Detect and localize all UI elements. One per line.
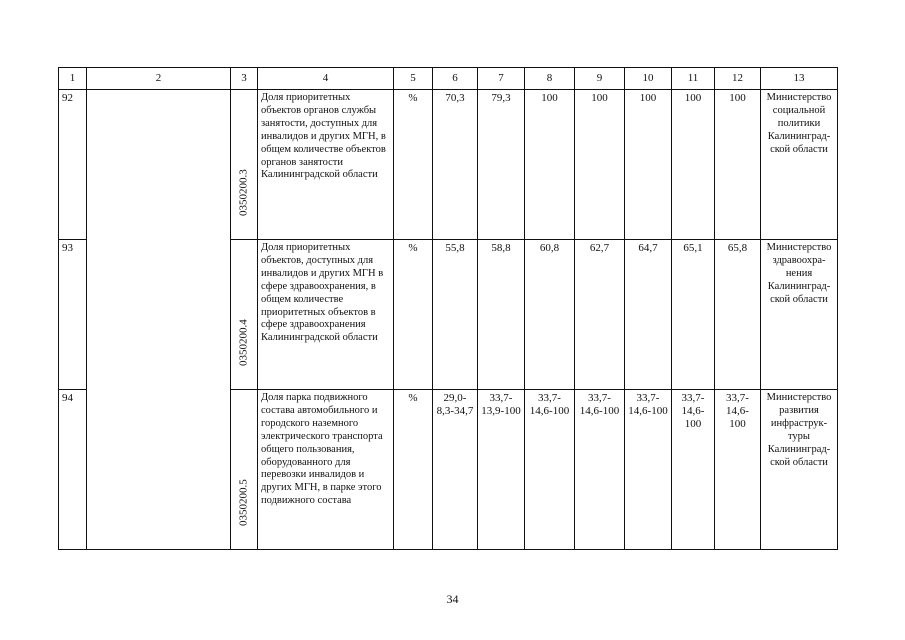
row-code: 0350200.4 bbox=[237, 319, 250, 366]
value-cell: 55,8 bbox=[433, 240, 478, 390]
header-cell: 4 bbox=[258, 68, 394, 90]
row-code: 0350200.3 bbox=[237, 169, 250, 216]
header-cell: 12 bbox=[715, 68, 761, 90]
responsible-cell: Министерство здравоохра-нения Калининград-ской области bbox=[761, 240, 838, 390]
data-table bbox=[58, 67, 838, 550]
header-cell: 2 bbox=[87, 68, 231, 90]
header-cell: 9 bbox=[575, 68, 625, 90]
value-cell: 65,1 bbox=[672, 240, 715, 390]
value-cell: 33,7-13,9-100 bbox=[478, 390, 525, 550]
row-number: 94 bbox=[59, 390, 87, 550]
header-cell: 7 bbox=[478, 68, 525, 90]
header-cell: 3 bbox=[231, 68, 258, 90]
code-cell bbox=[231, 90, 258, 240]
unit-cell: % bbox=[394, 240, 433, 390]
header-cell: 8 bbox=[525, 68, 575, 90]
value-cell: 70,3 bbox=[433, 90, 478, 240]
value-cell: 100 bbox=[525, 90, 575, 240]
table-row bbox=[59, 90, 838, 240]
code-cell bbox=[231, 390, 258, 550]
page-number: 34 bbox=[446, 592, 459, 606]
value-cell: 100 bbox=[575, 90, 625, 240]
value-cell: 100 bbox=[715, 90, 761, 240]
unit-cell: % bbox=[394, 390, 433, 550]
header-cell: 13 bbox=[761, 68, 838, 90]
value-cell: 100 bbox=[672, 90, 715, 240]
header-row bbox=[59, 68, 838, 90]
indicator-name: Доля парка подвижного состава автомобильного и городского наземного электрического транспорта общего пользования, оборудованного для перевозки инвалидов и других МГН, в парке этого подвижного состава bbox=[258, 390, 394, 550]
responsible-cell: Министерство социальной политики Калининград-ской области bbox=[761, 90, 838, 240]
value-cell: 29,0-8,3-34,7 bbox=[433, 390, 478, 550]
value-cell: 33,7-14,6-100 bbox=[575, 390, 625, 550]
unit-cell: % bbox=[394, 90, 433, 240]
header-cell: 10 bbox=[625, 68, 672, 90]
value-cell: 64,7 bbox=[625, 240, 672, 390]
row-number: 92 bbox=[59, 90, 87, 240]
header-cell: 6 bbox=[433, 68, 478, 90]
value-cell: 33,7-14,6-100 bbox=[672, 390, 715, 550]
value-cell: 58,8 bbox=[478, 240, 525, 390]
value-cell: 79,3 bbox=[478, 90, 525, 240]
responsible-cell: Министерство развития инфраструк-туры Калининград-ской области bbox=[761, 390, 838, 550]
value-cell: 60,8 bbox=[525, 240, 575, 390]
value-cell: 100 bbox=[625, 90, 672, 240]
value-cell: 33,7-14,6-100 bbox=[525, 390, 575, 550]
row-code: 0350200.5 bbox=[237, 479, 250, 526]
value-cell: 33,7-14,6-100 bbox=[715, 390, 761, 550]
code-cell bbox=[231, 240, 258, 390]
header-cell: 5 bbox=[394, 68, 433, 90]
row-number: 93 bbox=[59, 240, 87, 390]
value-cell: 62,7 bbox=[575, 240, 625, 390]
header-cell: 1 bbox=[59, 68, 87, 90]
value-cell: 33,7-14,6-100 bbox=[625, 390, 672, 550]
value-cell: 65,8 bbox=[715, 240, 761, 390]
indicator-name: Доля приоритетных объектов органов службы занятости, доступных для инвалидов и других МГН, в общем количестве объектов органов занятости Калининградской области bbox=[258, 90, 394, 240]
header-cell: 11 bbox=[672, 68, 715, 90]
indicator-name: Доля приоритетных объектов, доступных для инвалидов и других МГН в сфере здравоохранения, в общем количестве приоритетных объектов в сфере здравоохранения Калининградской области bbox=[258, 240, 394, 390]
program-element-cell bbox=[87, 90, 231, 550]
